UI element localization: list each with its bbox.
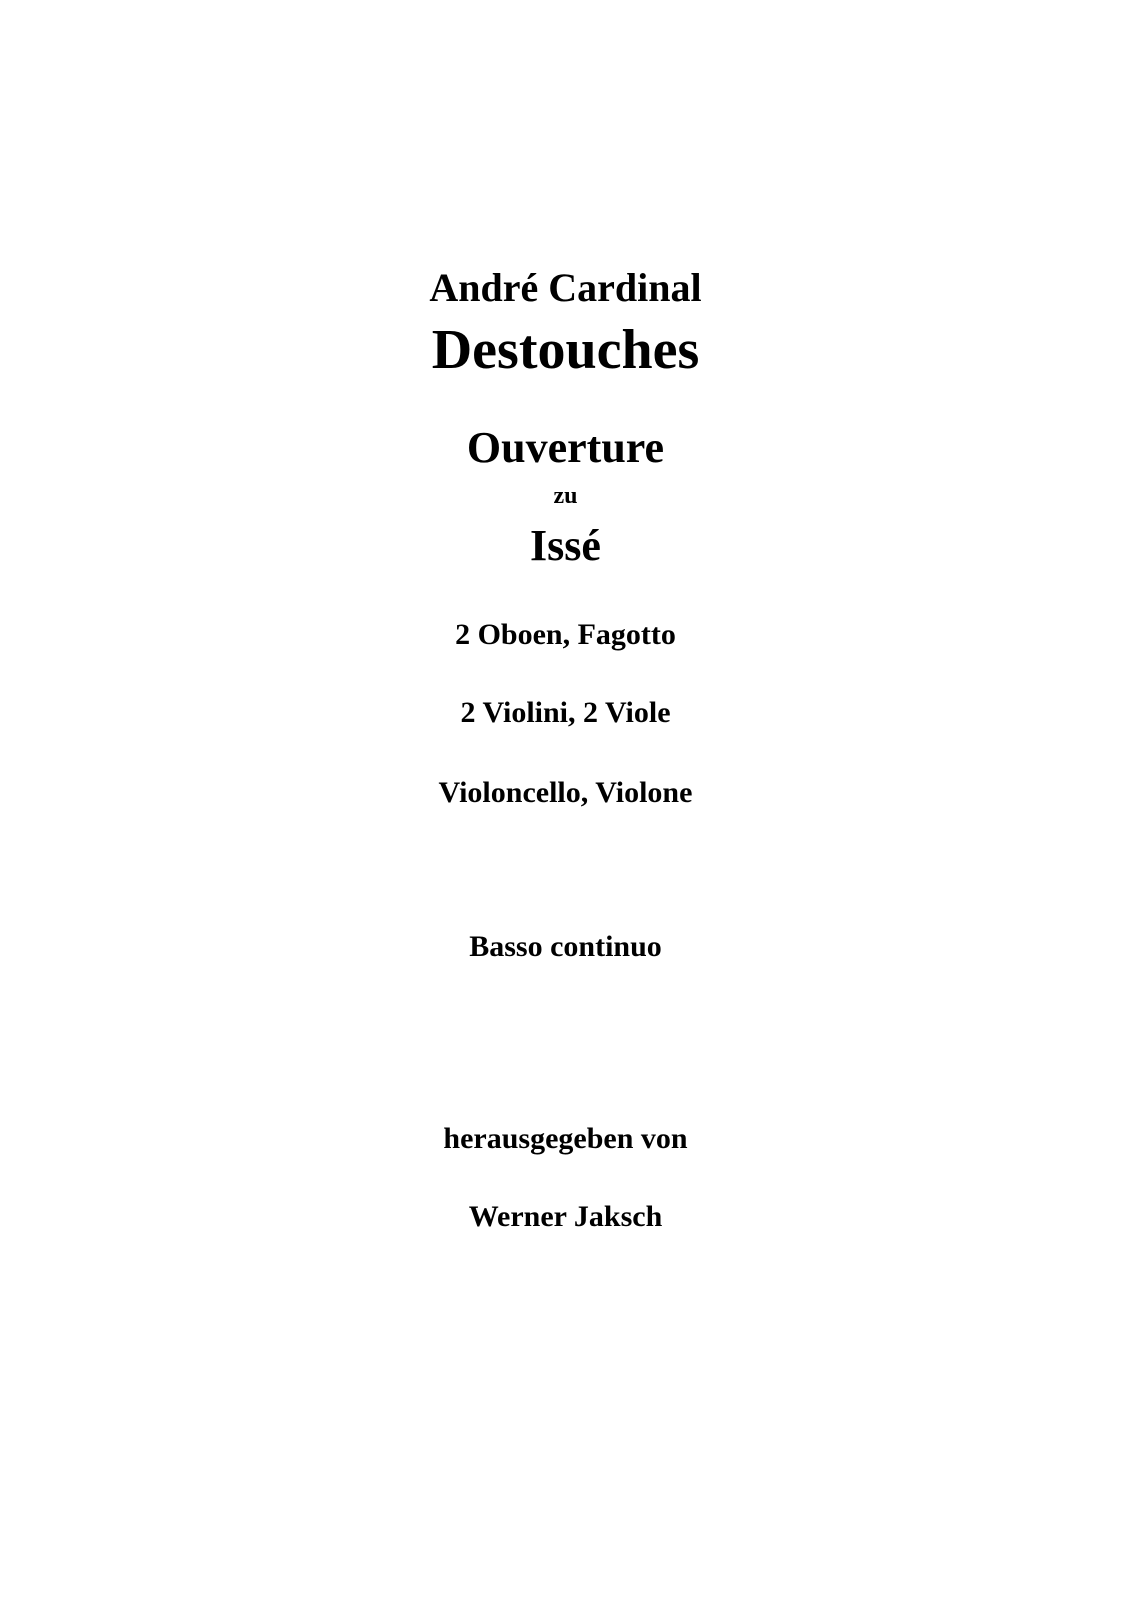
work-title: Issé xyxy=(530,521,601,570)
instrumentation-line-2: 2 Violini, 2 Viole xyxy=(460,696,671,729)
editor-name: Werner Jaksch xyxy=(468,1200,663,1233)
instrumentation-line-1: 2 Oboen, Fagotto xyxy=(455,618,676,651)
work-type-heading: Ouverture xyxy=(466,423,665,472)
composer-last-name: Destouches xyxy=(431,319,700,381)
instrumentation-line-3: Violoncello, Violone xyxy=(438,776,693,809)
editor-label: herausgegeben von xyxy=(443,1122,688,1155)
part-name: Basso continuo xyxy=(469,930,662,963)
composer-first-name: André Cardinal xyxy=(429,265,702,310)
work-connector: zu xyxy=(553,483,578,509)
